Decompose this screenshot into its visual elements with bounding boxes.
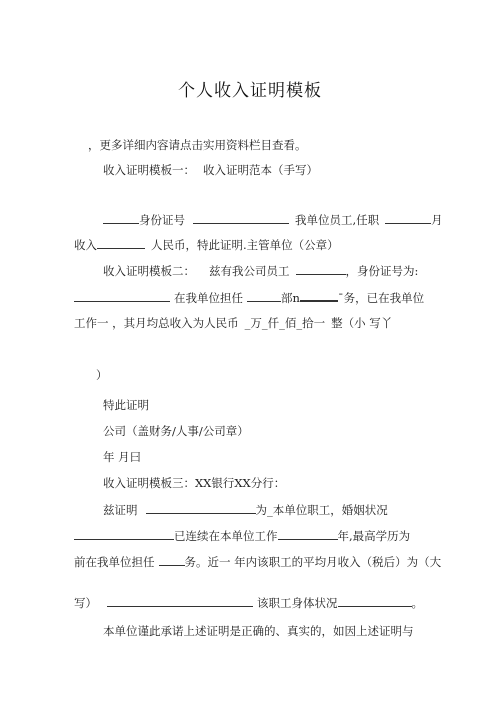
template-2-line-3: [74, 316, 392, 330]
template-1-line-1: [103, 213, 443, 227]
blank-field: [159, 555, 185, 566]
blank-field: [146, 503, 256, 514]
template-3-line-2: [74, 529, 410, 543]
continuous-work-label: 已连续在本单位工作: [174, 529, 278, 543]
company-stamp-label: 公司（盖财务/人事/公司章）: [103, 424, 249, 438]
blank-field: [247, 291, 281, 302]
template-1-name: 收入证明范本（手写）: [203, 163, 318, 177]
period: 。: [411, 596, 423, 610]
blank-field: [338, 596, 412, 607]
amount-lowercase-label: 整（小 写丫: [331, 316, 393, 330]
blank-field: [97, 238, 145, 249]
date-label: 年 月曰: [103, 450, 142, 464]
health-status-label: 该职工身体状况: [257, 596, 338, 610]
template-2-line-1: [103, 264, 418, 278]
income-label: 收入: [74, 238, 97, 252]
template-2-label: 收入证明模板二：: [103, 264, 195, 278]
education-label: 年,最高学历为: [337, 529, 411, 543]
blank-field: [193, 213, 289, 224]
intro-text: ，更多详细内容请点击实用资料栏目查看。: [88, 138, 307, 152]
commitment-text: 本单位谨此承诺上述证明是正确的、真实的，如因上述证明与: [103, 624, 414, 638]
capital-amount-label: 写）: [74, 596, 97, 610]
template-3-line-3: [74, 555, 441, 569]
id-number-for-label: ，身份证号为:: [345, 264, 419, 278]
certify-label: 兹证明: [103, 503, 138, 517]
blank-field: [385, 213, 431, 224]
month-label: 月: [431, 213, 443, 227]
id-number-label: 身份证号: [139, 213, 185, 227]
blank-field: [107, 596, 253, 607]
blank-field: [300, 290, 338, 302]
rmb-certify-text: 人民币，特此证明.主管单位（公章）: [151, 238, 339, 252]
template-3-line-4: [74, 596, 423, 610]
blank-field: [103, 213, 139, 224]
template-1-label: 收入证明模板一：: [103, 163, 195, 177]
template-3-heading: 收入证明模板三：XX银行XX分行：: [103, 476, 286, 490]
closing-paren: ）: [96, 368, 108, 382]
certify-text: 特此证明: [103, 398, 149, 412]
blank-field: [278, 529, 338, 540]
employee-intro: 兹有我公司员工: [209, 264, 290, 278]
employee-position-label: 我单位员工,任职: [295, 213, 380, 227]
page-title: 个人收入证明模板: [178, 81, 322, 101]
avg-income-label: 务。近一 年内该职工的平均月收入（税后）为（大: [184, 555, 442, 569]
template-1-line-2: [74, 238, 339, 252]
monthly-income-label: 工作一 ，其月均总收入为人民币: [74, 316, 239, 330]
blank-field: [296, 264, 346, 275]
blank-field: [74, 291, 170, 302]
template-2-line-2: [74, 290, 424, 305]
template-1-heading: [103, 163, 318, 177]
template-3-line-1: [103, 503, 388, 517]
department-label: 部n: [281, 291, 300, 305]
position-label: 前在我单位担任: [74, 555, 155, 569]
amount-capital: _万_仟_佰_拾一: [244, 316, 326, 330]
blank-field: [74, 529, 174, 540]
serve-in-unit-label: 在我单位担任: [174, 291, 243, 305]
duty-label: ˉ务，已在我单位: [337, 291, 425, 305]
staff-marital-label: 为_本单位职工，婚姻状况: [255, 503, 388, 517]
